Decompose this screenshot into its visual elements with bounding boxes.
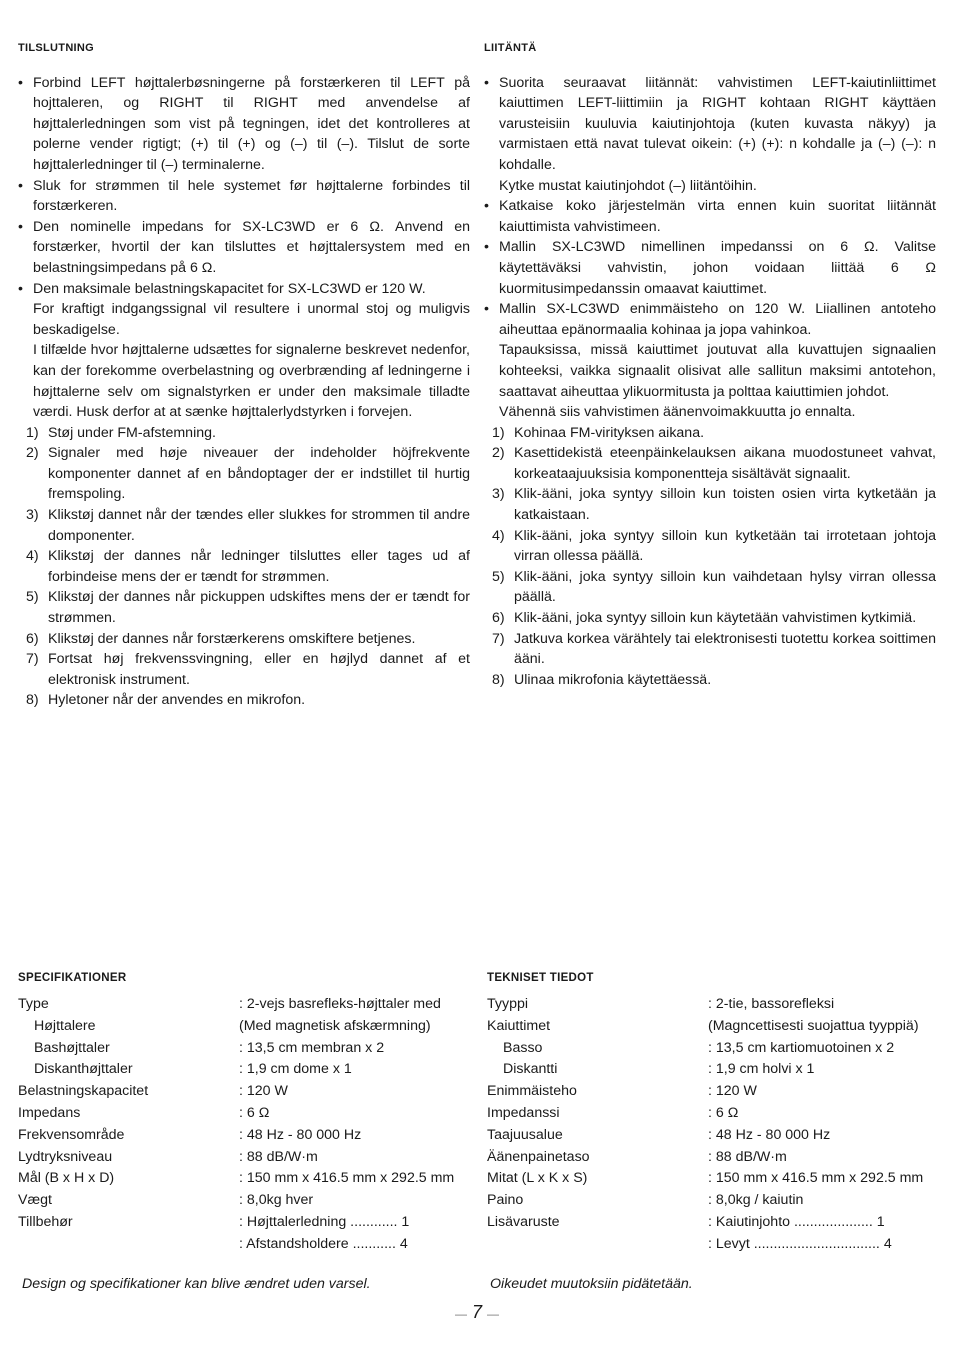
numbered-list xyxy=(18,423,470,711)
list-item: • Katkaise koko järjestelmän virta ennen kuin suoritat liitännät kaiuttimista vahvistimeen. xyxy=(484,196,936,237)
spec-label: Tillbehør xyxy=(18,1213,73,1230)
spec-row xyxy=(18,1168,473,1190)
spec-value: : 13,5 cm kartiomuotoinen x 2 xyxy=(708,1039,895,1056)
spec-label: Kaiuttimet xyxy=(487,1017,551,1034)
section-heading: TEKNISET TIEDOT xyxy=(487,972,594,984)
item-number: 8) xyxy=(492,671,505,688)
disclaimer-danish: Design og specifikationer kan blive ændret uden varsel. xyxy=(22,1276,371,1292)
item-number: 1) xyxy=(492,424,505,441)
spec-row xyxy=(18,1038,473,1060)
list-item xyxy=(492,629,936,670)
spec-value: : 150 mm x 416.5 mm x 292.5 mm xyxy=(708,1170,924,1187)
item-number: 2) xyxy=(492,445,505,462)
spec-label: Bashøjttaler xyxy=(34,1039,110,1056)
item-text: Fortsat høj frekvenssvingning, eller en højlyd dannet af et elektronisk instrument. xyxy=(48,651,470,688)
item-text: Klik-ääni, joka syntyy silloin kun kytketään tai irrotetaan johtoja virran ollessa päällä. xyxy=(514,527,936,565)
spec-row xyxy=(487,1016,942,1038)
spec-value: : 2-tie, bassorefleksi xyxy=(708,996,835,1012)
item-text: Kasettidekistä eteenpäinkelauksen aikana muodostuneet vahvat, korkeataajuuksisia komponentteja sisältävät signaalit. xyxy=(514,445,936,482)
item-number: 3) xyxy=(26,507,39,524)
item-number: 8) xyxy=(26,692,39,709)
page-number-value: 7 xyxy=(471,1302,482,1322)
list-item xyxy=(26,423,470,444)
paragraph: Vähennä siis vahvistimen äänenvoimakkuutta jo ennalta. xyxy=(499,404,856,421)
item-number: 7) xyxy=(492,630,505,647)
item-text: Kohinaa FM-virityksen aikana. xyxy=(514,424,705,441)
list-item xyxy=(26,505,470,546)
list-item xyxy=(492,567,936,608)
page-number-dash: — xyxy=(487,1307,500,1321)
list-item xyxy=(492,423,936,444)
spec-row xyxy=(487,1081,942,1103)
list-item: • Mallin SX-LC3WD nimellinen impedanssi on 6 Ω. Valitse käytettäväksi vahvistin, johon voidaan liittää 6 Ω kuormitusimpedanssin omaavat kaiuttimet. xyxy=(484,237,936,299)
spec-label: Taajuusalue xyxy=(487,1126,563,1143)
spec-table-body xyxy=(18,994,473,1256)
spec-value: : Kaiutinjohto .................... 1 xyxy=(708,1213,885,1230)
page-number xyxy=(0,1302,954,1323)
spec-row xyxy=(18,1103,473,1125)
spec-label: Enimmäisteho xyxy=(487,1083,577,1100)
item-text: Støj under FM-afstemning. xyxy=(48,424,216,441)
spec-row xyxy=(18,1059,473,1081)
spec-row xyxy=(487,1147,942,1169)
paragraph: Tapauksissa, missä kaiuttimet joutuvat alla kuvattujen signaalien kohteeksi, vaikka signaalit olisivat alle sallitun maksimi antotehon, saattavat aiheuttaa ylikuormitusta ja polttaa kaiuttimien johdot. xyxy=(499,342,936,400)
section-tilslutning xyxy=(18,38,470,711)
list-item: • Den nominelle impedans for SX-LC3WD er 6 Ω. Anvend en forstærker, hvortil der kan tilsluttes et højttalersystem med en belastningsimpedans på 6 Ω. xyxy=(18,217,470,279)
item-text-extra: Kytke mustat kaiutinjohdot (–) liitäntöihin. xyxy=(499,177,757,194)
spec-label: Mitat (L x K x S) xyxy=(487,1170,588,1187)
spec-row xyxy=(487,994,942,1016)
list-item: • Den maksimale belastningskapacitet for SX-LC3WD er 120 W. xyxy=(18,279,470,300)
spec-value: : 88 dB/W·m xyxy=(708,1148,787,1165)
spec-row xyxy=(487,1190,942,1212)
spec-label: Tyyppi xyxy=(487,996,529,1012)
spec-label: Vægt xyxy=(18,1192,52,1209)
spec-row xyxy=(487,1125,942,1147)
spec-row xyxy=(487,1168,942,1190)
spec-label: Impedanssi xyxy=(487,1104,560,1121)
list-item xyxy=(492,484,936,525)
item-number: 6) xyxy=(26,630,39,647)
list-item: • Sluk for strømmen til hele systemet før højttalerne forbindes til forstærkeren. xyxy=(18,176,470,217)
spec-label: Diskantti xyxy=(503,1061,558,1078)
spec-label: Højttalere xyxy=(34,1017,96,1034)
list-item xyxy=(492,608,936,629)
item-number: 1) xyxy=(26,424,39,441)
spec-row xyxy=(18,1212,473,1234)
spec-value: : Levyt ................................ 4 xyxy=(708,1235,892,1252)
list-item xyxy=(492,526,936,567)
item-number: 2) xyxy=(26,445,39,462)
list-item: • Mallin SX-LC3WD enimmäisteho on 120 W. Liiallinen antoteho aiheuttaa epänormaalia kohinaa ja jopa vahinkoa. xyxy=(484,299,936,340)
list-item xyxy=(26,546,470,587)
spec-label: Lisävaruste xyxy=(487,1213,560,1230)
list-item xyxy=(26,443,470,505)
spec-value: : 1,9 cm dome x 1 xyxy=(239,1061,352,1078)
list-item xyxy=(492,670,936,691)
spec-label: Basso xyxy=(503,1039,543,1056)
spec-row xyxy=(487,1212,942,1234)
item-number: 5) xyxy=(26,589,39,606)
spec-table xyxy=(487,994,942,1256)
item-text: Hyletoner når der anvendes en mikrofon. xyxy=(48,692,306,709)
spec-value: : 1,9 cm holvi x 1 xyxy=(708,1061,815,1078)
spec-row xyxy=(18,1081,473,1103)
list-item xyxy=(484,73,936,197)
spec-row xyxy=(487,1038,942,1060)
spec-value: (Magncettisesti suojattua tyyppiä) xyxy=(708,1017,919,1034)
bullet-list xyxy=(484,73,936,341)
page-number-dash: — xyxy=(454,1307,467,1321)
spec-table-body xyxy=(487,994,942,1256)
spec-value: : Afstandsholdere ........... 4 xyxy=(239,1235,408,1252)
spec-value: : 150 mm x 416.5 mm x 292.5 mm xyxy=(239,1170,455,1187)
item-text: Klik-ääni, joka syntyy silloin kun vaihdetaan hylsy virran ollessa päällä. xyxy=(514,568,936,606)
item-text: Suorita seuraavat liitännät: vahvistimen LEFT-kaiutinliittimet kaiuttimen LEFT-liittimiin ja RIGHT kohtaan RIGHT käyttäen varusteisiin kuuluvia kaiutinjohtoja (kuten kuvasta näkyy) ja varmistaen että navat tulevat oikein: (+) (+): n kohdalle ja (–) (–): n kohdalle. xyxy=(499,74,936,173)
section-liitanta xyxy=(484,38,936,690)
spec-label xyxy=(18,1234,239,1256)
spec-value: : 13,5 cm membran x 2 xyxy=(239,1039,385,1056)
spec-value: : 120 W xyxy=(708,1083,757,1100)
section-heading: SPECIFIKATIONER xyxy=(18,972,127,984)
spec-table xyxy=(18,994,473,1256)
item-text: Klikstøj dannet når der tændes eller slukkes for strommen til andre domponenter. xyxy=(48,507,470,544)
item-text: Klikstøj der dannes når pickuppen udskiftes mens der er tændt for strømmen. xyxy=(48,589,470,627)
spec-label: Lydtryksniveau xyxy=(18,1148,113,1165)
list-item xyxy=(26,629,470,650)
spec-label: Paino xyxy=(487,1192,524,1209)
item-text: Klik-ääni, joka syntyy silloin kun toisten osien virta kytketään ja katkaistaan. xyxy=(514,486,936,524)
disclaimer-finnish: Oikeudet muutoksiin pidätetään. xyxy=(490,1276,693,1292)
item-text: Signaler med høje niveauer der indeholder höjfrekvente komponenter dannet af en båndoptager der er indstillet til hurtig fremspoling. xyxy=(48,445,470,503)
item-number: 6) xyxy=(492,610,505,627)
item-number: 5) xyxy=(492,568,505,585)
spec-row xyxy=(18,1016,473,1038)
spec-value: : 8,0kg / kaiutin xyxy=(708,1192,804,1209)
section-heading: TILSLUTNING xyxy=(18,42,95,54)
spec-value: : 120 W xyxy=(239,1083,288,1100)
paragraph: For kraftigt indgangssignal vil resultere i unormal stoj og muligvis beskadigelse. xyxy=(33,301,470,338)
list-item xyxy=(492,443,936,484)
specifications-finnish xyxy=(487,972,942,1256)
spec-row xyxy=(18,1190,473,1212)
item-text: Klik-ääni, joka syntyy silloin kun käytetään vahvistimen kytkimiä. xyxy=(514,610,917,627)
spec-label: Mål (B x H x D) xyxy=(18,1170,115,1187)
spec-row xyxy=(18,1147,473,1169)
spec-value: (Med magnetisk afskærmning) xyxy=(239,1017,431,1034)
spec-label: Belastningskapacitet xyxy=(18,1083,149,1100)
list-item xyxy=(26,690,470,711)
list-item xyxy=(26,649,470,690)
list-item xyxy=(26,587,470,628)
spec-value: : 6 Ω xyxy=(708,1104,739,1121)
spec-value: : 2-vejs basrefleks-højttaler med xyxy=(239,996,441,1012)
item-number: 4) xyxy=(492,527,505,544)
spec-label: Diskanthøjttaler xyxy=(34,1061,133,1078)
spec-value: : 48 Hz - 80 000 Hz xyxy=(708,1126,831,1143)
spec-row xyxy=(487,1059,942,1081)
item-text: Klikstøj der dannes når forstærkerens omskiftere betjenes. xyxy=(48,630,416,647)
spec-label: Frekvensområde xyxy=(18,1126,125,1143)
spec-value: : 48 Hz - 80 000 Hz xyxy=(239,1126,362,1143)
item-text: Ulinaa mikrofonia käytettäessä. xyxy=(514,671,712,688)
numbered-list xyxy=(484,423,936,691)
spec-row xyxy=(18,1125,473,1147)
list-item: • Forbind LEFT højttalerbøsningerne på forstærkeren til LEFT på hojttaleren, og RIGHT til RIGHT med anvendelse af højttalerledningen som vist på tegningen, idet det kontrolleres at polerne vender rigtigt; (+) til (+) og (–) til (–). Tilslut de sorte højttalerledninger til (–) terminalerne. xyxy=(18,73,470,176)
item-number: 3) xyxy=(492,486,505,503)
bullet-list xyxy=(18,73,470,300)
item-text: Klikstøj der dannes når ledninger tilsluttes eller tages ud af forbindeise mens der er tændt for strømmen. xyxy=(48,548,470,585)
item-number: 7) xyxy=(26,651,39,668)
spec-label: Impedans xyxy=(18,1104,81,1121)
item-number: 4) xyxy=(26,548,39,565)
spec-row xyxy=(487,1103,942,1125)
spec-value: : 88 dB/W·m xyxy=(239,1148,318,1165)
spec-row xyxy=(18,994,473,1016)
section-heading: LIITÄNTÄ xyxy=(484,42,537,54)
spec-row xyxy=(18,1234,473,1256)
spec-label: Äänenpainetaso xyxy=(487,1148,590,1165)
spec-label: Type xyxy=(18,996,49,1012)
spec-value: : 8,0kg hver xyxy=(239,1192,314,1209)
paragraph: I tilfælde hvor højttalerne udsættes for signalerne beskrevet nedenfor, kan der forekomme overbelastning og overbrænding af ledningerne i højttalerne selv om signalstyrken er under den maksimale tilladte værdi. Husk derfor at at sænke højttalerlydstyrken i forvejen. xyxy=(33,342,470,421)
spec-value: : Højttalerledning ............ 1 xyxy=(239,1213,410,1230)
item-text: Jatkuva korkea värähtely tai elektronisesti tuotettu korkea soittimen ääni. xyxy=(514,630,936,668)
specifications-danish xyxy=(18,972,473,1256)
spec-row xyxy=(487,1234,942,1256)
spec-label xyxy=(487,1234,708,1256)
spec-value: : 6 Ω xyxy=(239,1104,270,1121)
